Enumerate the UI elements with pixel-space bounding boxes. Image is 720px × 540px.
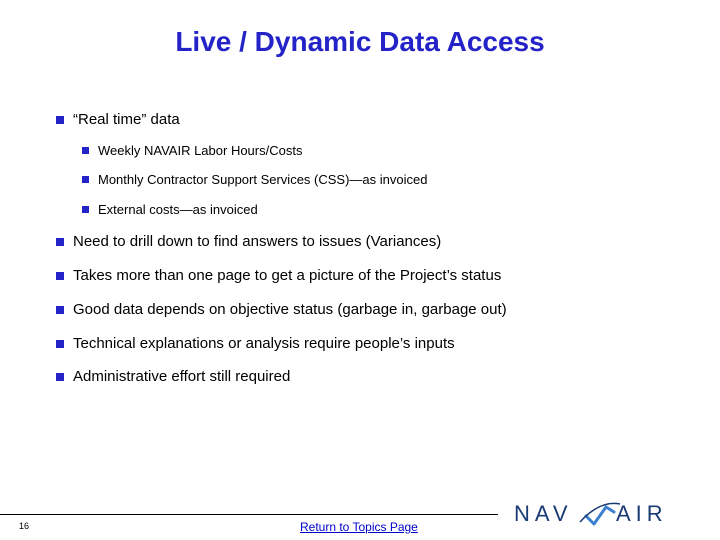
bullet-text: External costs—as invoiced (98, 202, 258, 217)
square-bullet-icon (56, 238, 64, 246)
logo-text-nav: NAV (514, 501, 573, 526)
square-bullet-icon (56, 272, 64, 280)
bullet-technical-explanations (56, 335, 455, 352)
sub-bullet-monthly-css (82, 172, 427, 187)
footer-divider (0, 514, 498, 515)
sub-bullet-external-costs (82, 202, 258, 217)
page-number: 16 (19, 521, 30, 531)
bullet-text: “Real time” data (73, 111, 180, 128)
square-bullet-icon (56, 116, 64, 124)
bullet-text: Technical explanations or analysis require people’s inputs (73, 335, 455, 352)
slide-title: Live / Dynamic Data Access (175, 26, 545, 57)
square-bullet-icon (56, 340, 64, 348)
bullet-drill-down (56, 233, 441, 250)
sub-bullet-weekly-labor (82, 143, 302, 158)
square-bullet-icon (82, 176, 89, 183)
bullet-text: Takes more than one page to get a picture of the Project’s status (73, 267, 502, 284)
square-bullet-icon (82, 206, 89, 213)
bullet-text: Monthly Contractor Support Services (CSS)—as invoiced (98, 172, 428, 187)
bullet-good-data (56, 301, 507, 318)
bullet-text: Weekly NAVAIR Labor Hours/Costs (98, 143, 303, 158)
square-bullet-icon (82, 147, 89, 154)
square-bullet-icon (56, 306, 64, 314)
bullet-text: Good data depends on objective status (garbage in, garbage out) (73, 301, 507, 318)
swoosh-icon (586, 507, 614, 524)
return-to-topics-link[interactable]: Return to Topics Page (300, 520, 418, 534)
navair-logo (510, 494, 680, 528)
bullet-realtime-data (56, 111, 180, 128)
square-bullet-icon (56, 373, 64, 381)
bullet-administrative-effort (56, 368, 290, 385)
bullet-text: Administrative effort still required (73, 368, 291, 385)
bullet-more-than-one-page (56, 267, 501, 284)
logo-text-air: AIR (616, 501, 668, 526)
bullet-text: Need to drill down to find answers to issues (Variances) (73, 233, 442, 250)
